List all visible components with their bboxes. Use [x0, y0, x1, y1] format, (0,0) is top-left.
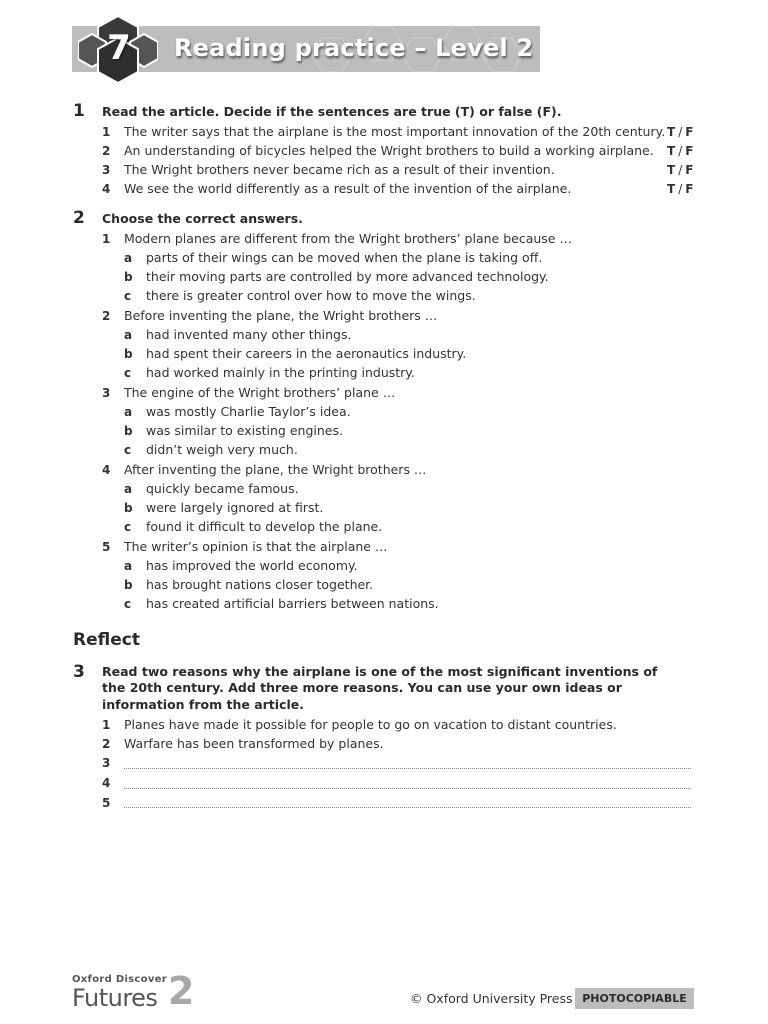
copyright-text: © Oxford University Press: [410, 991, 573, 1006]
ex1-item-number: 3: [102, 163, 111, 177]
option-letter[interactable]: b: [124, 270, 133, 284]
option-text[interactable]: found it difficult to develop the plane.: [146, 519, 383, 534]
question-text: The engine of the Wright brothers’ plane …: [124, 385, 396, 400]
ex3-item-number: 3: [102, 756, 111, 770]
tf-separator: /: [678, 125, 683, 139]
exercise-1-number: 1: [73, 101, 85, 121]
brand-logo-top: Oxford Discover: [72, 974, 167, 985]
answer-line[interactable]: [124, 768, 691, 769]
exercise-2-instruction: Choose the correct answers.: [102, 211, 303, 226]
ex1-item-text: The writer says that the airplane is the most important innovation of the 20th century.: [124, 124, 666, 139]
option-text[interactable]: had spent their careers in the aeronautics industry.: [146, 346, 467, 361]
false-option[interactable]: F: [685, 125, 694, 139]
ex1-item-text: We see the world differently as a result of the invention of the airplane.: [124, 181, 572, 196]
tf-separator: /: [678, 182, 683, 196]
option-letter[interactable]: a: [124, 559, 133, 573]
ex1-item-number: 4: [102, 182, 111, 196]
option-text[interactable]: quickly became famous.: [146, 481, 299, 496]
tf-separator: /: [678, 144, 683, 158]
false-option[interactable]: F: [685, 163, 694, 177]
option-text[interactable]: had worked mainly in the printing industry.: [146, 365, 415, 380]
option-text[interactable]: had invented many other things.: [146, 327, 352, 342]
question-number: 1: [102, 232, 111, 246]
option-letter[interactable]: b: [124, 424, 133, 438]
option-letter[interactable]: c: [124, 366, 132, 380]
ex3-item-text: Warfare has been transformed by planes.: [124, 736, 384, 751]
option-letter[interactable]: b: [124, 578, 133, 592]
tf-separator: /: [678, 163, 683, 177]
true-option[interactable]: T: [667, 163, 676, 177]
reflect-heading: Reflect: [73, 630, 140, 650]
true-option[interactable]: T: [667, 125, 676, 139]
ex3-item-number: 5: [102, 796, 111, 810]
option-letter[interactable]: a: [124, 482, 133, 496]
ex1-item-number: 1: [102, 125, 111, 139]
option-text[interactable]: were largely ignored at first.: [146, 500, 324, 515]
exercise-2-number: 2: [73, 208, 85, 228]
option-letter[interactable]: c: [124, 520, 132, 534]
exercise-3-instruction: Read two reasons why the airplane is one of the most significant inventions of the 20th century. Add three more reasons. You can use your own ideas or information from the article.: [102, 664, 658, 712]
option-letter[interactable]: a: [124, 405, 133, 419]
answer-line[interactable]: [124, 788, 691, 789]
brand-logo-main: Futures: [72, 984, 158, 1012]
exercise-1-instruction: Read the article. Decide if the sentences are true (T) or false (F).: [102, 104, 562, 119]
unit-number: 7: [107, 28, 131, 68]
photocopiable-badge: PHOTOCOPIABLE: [575, 988, 694, 1009]
brand-logo-level: 2: [168, 969, 195, 1013]
true-false-choice[interactable]: [667, 182, 693, 196]
option-letter[interactable]: a: [124, 251, 133, 265]
option-text[interactable]: was mostly Charlie Taylor’s idea.: [146, 404, 351, 419]
ex3-item-number: 2: [102, 737, 111, 751]
option-text[interactable]: has brought nations closer together.: [146, 577, 374, 592]
option-letter[interactable]: c: [124, 443, 132, 457]
true-false-choice[interactable]: [667, 125, 693, 139]
question-text: Modern planes are different from the Wright brothers’ plane because …: [124, 231, 572, 246]
question-number: 4: [102, 463, 111, 477]
ex3-item-number: 4: [102, 776, 111, 790]
option-text[interactable]: there is greater control over how to move the wings.: [146, 288, 476, 303]
option-letter[interactable]: b: [124, 501, 133, 515]
true-option[interactable]: T: [667, 144, 676, 158]
ex1-item-number: 2: [102, 144, 111, 158]
option-text[interactable]: didn’t weigh very much.: [146, 442, 298, 457]
ex1-item-text: An understanding of bicycles helped the Wright brothers to build a working airplane.: [124, 143, 654, 158]
false-option[interactable]: F: [685, 144, 694, 158]
question-text: After inventing the plane, the Wright brothers …: [124, 462, 427, 477]
ex3-item-text: Planes have made it possible for people to go on vacation to distant countries.: [124, 717, 617, 732]
option-text[interactable]: has improved the world economy.: [146, 558, 358, 573]
question-number: 5: [102, 540, 111, 554]
ex1-item-text: The Wright brothers never became rich as a result of their invention.: [124, 162, 555, 177]
option-text[interactable]: parts of their wings can be moved when the plane is taking off.: [146, 250, 543, 265]
option-text[interactable]: their moving parts are controlled by more advanced technology.: [146, 269, 549, 284]
true-option[interactable]: T: [667, 182, 676, 196]
question-text: The writer’s opinion is that the airplane …: [124, 539, 388, 554]
option-text[interactable]: has created artificial barriers between nations.: [146, 596, 439, 611]
ex3-item-number: 1: [102, 718, 111, 732]
question-number: 3: [102, 386, 111, 400]
page-title: Reading practice – Level 2: [174, 34, 534, 62]
question-text: Before inventing the plane, the Wright brothers …: [124, 308, 438, 323]
option-letter[interactable]: b: [124, 347, 133, 361]
exercise-3-number: 3: [73, 662, 85, 682]
option-text[interactable]: was similar to existing engines.: [146, 423, 343, 438]
question-number: 2: [102, 309, 111, 323]
option-letter[interactable]: c: [124, 597, 132, 611]
false-option[interactable]: F: [685, 182, 694, 196]
true-false-choice[interactable]: [667, 144, 693, 158]
answer-line[interactable]: [124, 807, 691, 808]
true-false-choice[interactable]: [667, 163, 693, 177]
option-letter[interactable]: c: [124, 289, 132, 303]
option-letter[interactable]: a: [124, 328, 133, 342]
